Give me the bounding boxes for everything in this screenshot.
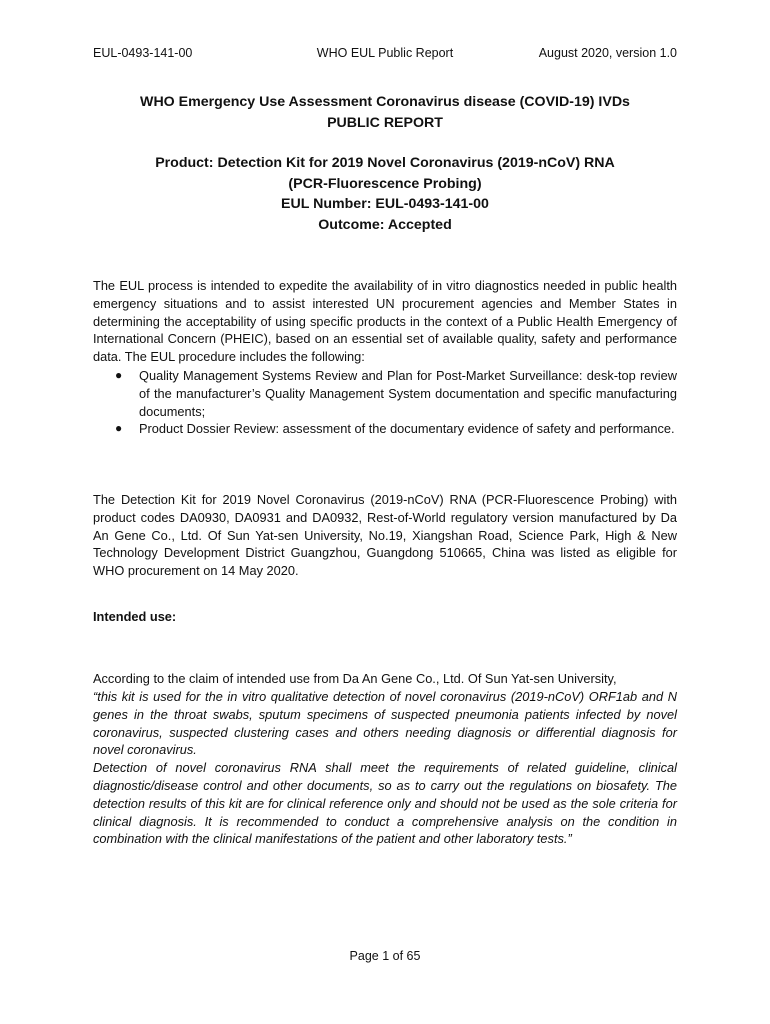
intended-use-quote xyxy=(93,688,677,848)
quote-paragraph: Detection of novel coronavirus RNA shall meet the requirements of related guideline, clinical diagnostic/disease control and other documents, so as to carry out the regulations on biosafety. The detection results of this kit are for clinical reference only and should not be used as the sole criteria for clinical diagnosis. It is recommended to conduct a comprehensive analysis on the condition in combination with the clinical manifestations of the patient and other laboratory tests.” xyxy=(93,760,677,847)
listing-paragraph: The Detection Kit for 2019 Novel Coronavirus (2019-nCoV) RNA (PCR-Fluorescence Probing) with product codes DA0930, DA0931 and DA0932, Rest-of-World regulatory version manufactured by Da An Gene Co., Ltd. Of Sun Yat-sen University, No.19, Xiangshan Road, Science Park, High & New Technology Development District Guangzhou, Guangdong 510665, China was listed as eligible for WHO procurement on 14 May 2020. xyxy=(93,492,677,579)
outcome: Outcome: Accepted xyxy=(318,216,452,233)
title-block xyxy=(93,92,677,235)
report-version: August 2020, version 1.0 xyxy=(538,46,677,60)
eul-number: EUL Number: EUL-0493-141-00 xyxy=(281,196,489,212)
report-title: WHO Emergency Use Assessment Coronavirus disease (COVID-19) IVDs xyxy=(140,94,630,110)
document-code: EUL-0493-141-00 xyxy=(93,46,193,60)
product-method: (PCR-Fluorescence Probing) xyxy=(288,175,482,192)
bullet-icon: ● xyxy=(115,421,123,436)
product-name: Product: Detection Kit for 2019 Novel Coronavirus (2019-nCoV) RNA xyxy=(155,155,615,171)
report-name: WHO EUL Public Report xyxy=(316,46,454,60)
intended-use-lead: According to the claim of intended use from Da An Gene Co., Ltd. Of Sun Yat-sen University, xyxy=(93,671,617,686)
intro-paragraph: The EUL process is intended to expedite the availability of in vitro diagnostics needed in public health emergency situations and to assist interested UN procurement agencies and Member States in determining the acceptability of using specific products in the context of a Public Health Emergency of International Concern (PHEIC), based on an essential set of available quality, safety and performance data. The EUL procedure includes the following: xyxy=(93,278,677,365)
quote-paragraph: “this kit is used for the in vitro qualitative detection of novel coronavirus (2019-nCoV) ORF1ab and N genes in the throat swabs, sputum specimens of suspected pneumonia patients infected by novel coronavirus, suspected clustering cases and others needing diagnosis or differential diagnosis for novel coronavirus. xyxy=(93,689,677,758)
procedure-list xyxy=(115,367,677,438)
list-item xyxy=(115,420,677,438)
list-item xyxy=(115,367,677,420)
list-item-text: Quality Management Systems Review and Plan for Post-Market Surveillance: desk-top review of the manufacturer’s Quality Management System documentation and specific manufacturing documents; xyxy=(139,368,677,419)
bullet-icon: ● xyxy=(115,368,123,382)
list-item-text: Product Dossier Review: assessment of the documentary evidence of safety and performance. xyxy=(139,421,675,437)
page-number: Page 1 of 65 xyxy=(349,949,421,963)
intended-use-heading: Intended use: xyxy=(93,609,177,624)
running-header xyxy=(93,44,677,62)
report-subtitle: PUBLIC REPORT xyxy=(327,114,443,131)
